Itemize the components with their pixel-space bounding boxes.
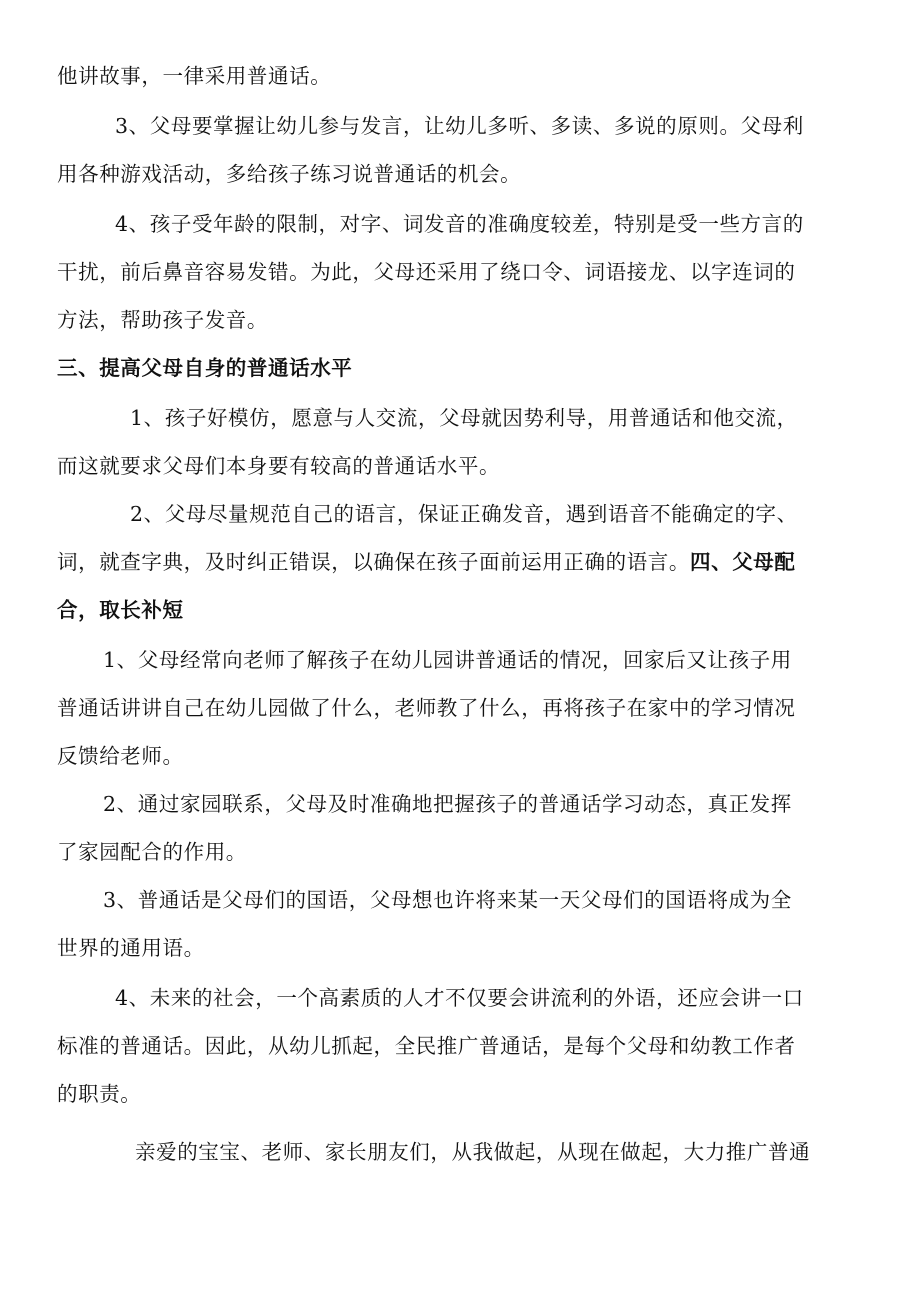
- paragraph-line: 2、通过家园联系，父母及时准确地把握孩子的普通话学习动态，真正发挥: [103, 792, 792, 816]
- paragraph-line: 4、孩子受年龄的限制，对字、词发音的准确度较差，特别是受一些方言的: [115, 212, 804, 236]
- paragraph-line: 2、父母尽量规范自己的语言，保证正确发音，遇到语音不能确定的字、: [130, 502, 798, 526]
- paragraph-line: 的职责。: [57, 1082, 142, 1106]
- paragraph-line: 干扰，前后鼻音容易发错。为此，父母还采用了绕口令、词语接龙、以字连词的: [57, 260, 796, 284]
- paragraph-line: 1、父母经常向老师了解孩子在幼儿园讲普通话的情况，回家后又让孩子用: [103, 648, 792, 672]
- paragraph-line: 普通话讲讲自己在幼儿园做了什么，老师教了什么，再将孩子在家中的学习情况: [57, 696, 796, 720]
- paragraph-line: 用各种游戏活动，多给孩子练习说普通话的机会。: [57, 162, 522, 186]
- paragraph-line: 亲爱的宝宝、老师、家长朋友们，从我做起，从现在做起，大力推广普通: [135, 1140, 811, 1164]
- paragraph-line: 4、未来的社会，一个高素质的人才不仅要会讲流利的外语，还应会讲一口: [115, 986, 804, 1010]
- paragraph-line: 3、父母要掌握让幼儿参与发言，让幼儿多听、多读、多说的原则。父母利: [115, 114, 804, 138]
- paragraph-text: 词，就查字典，及时纠正错误，以确保在孩子面前运用正确的语言。: [57, 550, 690, 574]
- paragraph-line: 方法，帮助孩子发音。: [57, 308, 268, 332]
- paragraph-line: 了家园配合的作用。: [57, 840, 247, 864]
- section-heading: 三、提高父母自身的普通话水平: [57, 356, 353, 380]
- paragraph-line: 3、普通话是父母们的国语，父母想也许将来某一天父母们的国语将成为全: [103, 888, 792, 912]
- paragraph-line: 他讲故事，一律采用普通话。: [57, 64, 332, 88]
- paragraph-line: [57, 548, 796, 576]
- section-heading: 合，取长补短: [57, 598, 184, 622]
- paragraph-line: 反馈给老师。: [57, 744, 184, 768]
- paragraph-line: 1、孩子好模仿，愿意与人交流，父母就因势利导，用普通话和他交流，: [130, 406, 798, 430]
- paragraph-line: 世界的通用语。: [57, 936, 205, 960]
- section-heading: 四、父母配: [690, 550, 796, 574]
- paragraph-line: 而这就要求父母们本身要有较高的普通话水平。: [57, 454, 501, 478]
- paragraph-line: 标准的普通话。因此，从幼儿抓起，全民推广普通话，是每个父母和幼教工作者: [57, 1034, 796, 1058]
